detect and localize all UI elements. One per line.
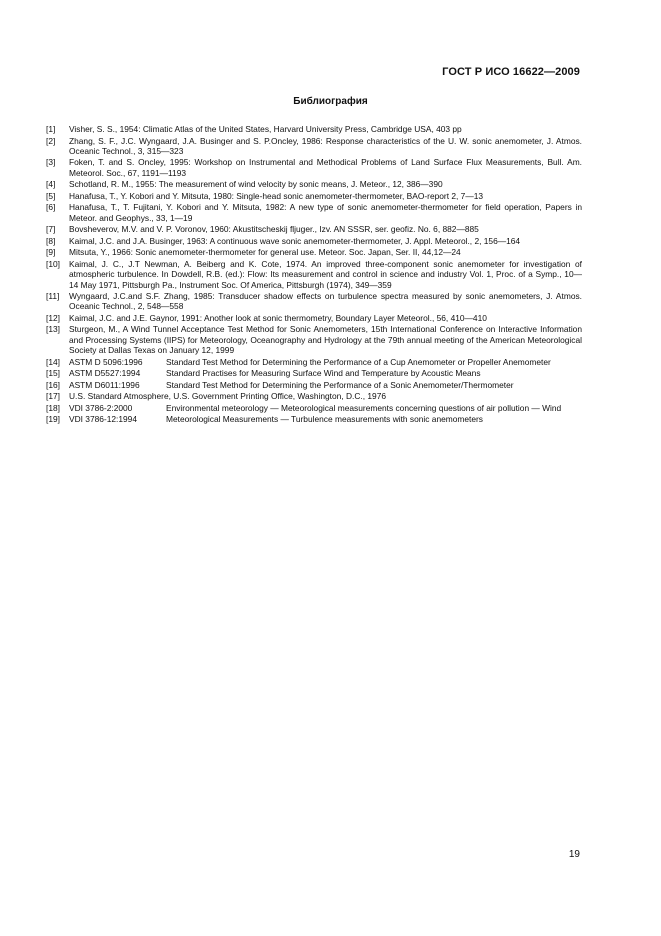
reference-number: [5] <box>46 190 56 201</box>
reference-item-8 <box>46 236 582 246</box>
reference-number: [10] <box>46 258 60 269</box>
standard-entry <box>69 414 582 424</box>
standard-code: VDI 3786-12:1994 <box>69 414 137 425</box>
reference-item-2 <box>46 136 582 157</box>
standard-code: VDI 3786-2:2000 <box>69 402 133 413</box>
page-number: 19 <box>568 849 580 860</box>
standard-code: ASTM D6011:1996 <box>69 379 140 390</box>
reference-item-4 <box>46 179 582 189</box>
reference-text: Kaimal, J.C. and J.A. Businger, 1963: A continuous wave sonic anemometer-thermometer, J. Appl. Meteorol., 2, 156—164 <box>69 235 521 246</box>
standard-description: Meteorological Measurements — Turbulence measurements with sonic anemometers <box>166 414 483 425</box>
reference-text: Zhang, S. F., J.C. Wyngaard, J.A. Businger and S. P.Oncley, 1986: Response characteristics of the U. W. sonic anemometer, J. Atmos. Oceanic Technol., 3, 315—323 <box>69 135 582 156</box>
standard-code: ASTM D5527:1994 <box>69 368 141 379</box>
reference-number: [3] <box>46 157 56 168</box>
document-standard-code: ГОСТ Р ИСО 16622—2009 <box>442 66 580 78</box>
standard-entry <box>69 357 582 367</box>
reference-number: [16] <box>46 379 60 390</box>
reference-number: [6] <box>46 202 56 213</box>
standard-code: ASTM D 5096:1996 <box>69 356 143 367</box>
reference-text: Kaimal, J.C. and J.E. Gaynor, 1991: Another look at sonic thermometry, Boundary Layer Meteorol., 56, 410—410 <box>69 312 487 323</box>
reference-item-9 <box>46 247 582 257</box>
reference-text: Foken, T. and S. Oncley, 1995: Workshop on Instrumental and Methodical Problems of Land Surface Flux Measurements, Bull. Am. Meteorol. Soc., 67, 1191—1193 <box>69 157 582 178</box>
bibliography-list <box>46 124 582 426</box>
reference-item-16 <box>46 380 582 390</box>
reference-item-17 <box>46 391 582 401</box>
reference-text: Schotland, R. M., 1955: The measurement of wind velocity by sonic means, J. Meteor., 12, 386—390 <box>69 179 443 190</box>
reference-text: Wyngaard, J.C.and S.F. Zhang, 1985: Transducer shadow effects on turbulence spectra measured by sonic anemometers, J. Atmos. Oceanic Technol., 2, 548—558 <box>69 291 582 312</box>
reference-number: [15] <box>46 368 60 379</box>
reference-number: [18] <box>46 402 60 413</box>
standard-description: Environmental meteorology — Meteorological measurements concerning questions of air pollution — Wind <box>166 402 562 413</box>
reference-number: [4] <box>46 179 56 190</box>
reference-number: [13] <box>46 324 60 335</box>
reference-item-14 <box>46 357 582 367</box>
reference-number: [14] <box>46 356 60 367</box>
reference-text: Bovsheverov, M.V. and V. P. Voronov, 1960: Akustitscheskij fljuger., Izv. AN SSSR, ser. geofiz. No. 6, 882—885 <box>69 224 479 235</box>
reference-item-5 <box>46 191 582 201</box>
reference-item-1 <box>46 124 582 134</box>
reference-number: [2] <box>46 135 56 146</box>
standard-description: Standard Test Method for Determining the Performance of a Sonic Anemometer/Thermometer <box>166 379 514 390</box>
reference-text: Visher, S. S., 1954: Climatic Atlas of the United States, Harvard University Press, Cambridge USA, 403 pp <box>69 124 462 134</box>
reference-item-10 <box>46 259 582 290</box>
reference-item-7 <box>46 224 582 234</box>
reference-text: Kaimal, J. C., J.T Newman, A. Beiberg and K. Cote, 1974. An improved three-component sonic anemometer for investigation of atmospheric turbulence. In Dowdell, R.B. (ed.): Flow: Its measurement and control in science and industry Vol. 1, Proc. of a Symp., 10—14 May 1971, Pittsburgh Pa., Instrument Soc. Of America, Pittsburgh (1974), 349—359 <box>69 258 582 290</box>
reference-text: U.S. Standard Atmosphere, U.S. Government Printing Office, Washington, D.C., 1976 <box>69 391 387 402</box>
reference-number: [7] <box>46 224 56 235</box>
reference-text: Mitsuta, Y., 1966: Sonic anemometer-thermometer for general use. Meteor. Soc. Japan, Ser. II, 44,12—24 <box>69 247 461 258</box>
reference-number: [9] <box>46 247 56 258</box>
standard-entry <box>69 368 582 378</box>
reference-number: [19] <box>46 414 60 425</box>
reference-item-18 <box>46 403 582 413</box>
standard-entry <box>69 380 582 390</box>
reference-item-12 <box>46 313 582 323</box>
reference-item-11 <box>46 291 582 312</box>
reference-number: [8] <box>46 235 56 246</box>
reference-text: Hanafusa, T., Y. Kobori and Y. Mitsuta, 1980: Single-head sonic anemometer-thermometer, BAO-report 2, 7—13 <box>69 190 484 201</box>
reference-item-19 <box>46 414 582 424</box>
standard-description: Standard Practises for Measuring Surface Wind and Temperature by Acoustic Means <box>166 368 481 379</box>
reference-item-6 <box>46 202 582 223</box>
reference-item-3 <box>46 157 582 178</box>
reference-item-15 <box>46 368 582 378</box>
reference-number: [1] <box>46 124 56 134</box>
standard-entry <box>69 403 582 413</box>
reference-number: [12] <box>46 312 60 323</box>
reference-text: Sturgeon, M., A Wind Tunnel Acceptance Test Method for Sonic Anemometers, 15th International Conference on Interactive Information and Processing Systems (IIPS) for Meteorology, Oceanography and Hydrology at the 79th annual meeting of the American Meteorological Society at Dallas Texas on January 12, 1999 <box>69 324 582 356</box>
bibliography-title: Библиография <box>293 96 368 107</box>
reference-number: [11] <box>46 291 60 302</box>
reference-item-13 <box>46 324 582 355</box>
reference-number: [17] <box>46 391 60 402</box>
standard-description: Standard Test Method for Determining the Performance of a Cup Anemometer or Propeller Anemometer <box>166 356 551 367</box>
reference-text: Hanafusa, T., T. Fujitani, Y. Kobori and Y. Mitsuta, 1982: A new type of sonic anemometer-thermometer for field operation, Papers in Meteor. and Geophys., 33, 1—19 <box>69 202 582 223</box>
